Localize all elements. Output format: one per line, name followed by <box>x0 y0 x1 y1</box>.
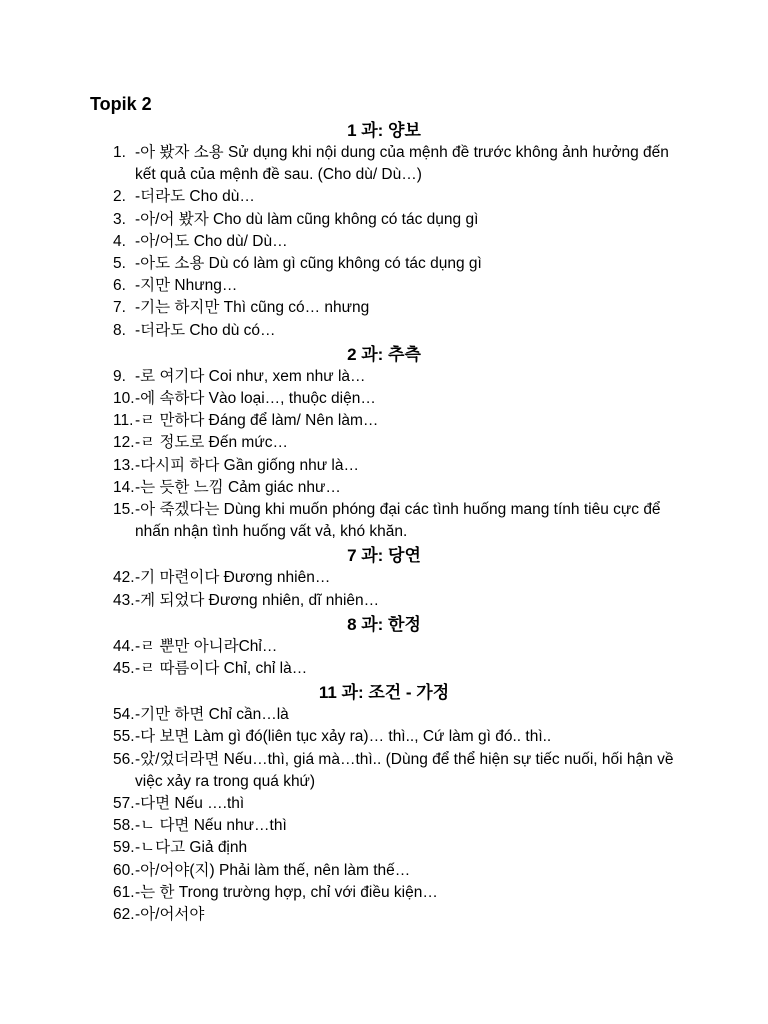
list-item-number: 14. <box>113 478 135 496</box>
list-item-text: -는 한 Trong trường hợp, chỉ với điều kiện… <box>135 883 438 901</box>
list-item-number: 8. <box>113 321 126 339</box>
list-item-text: -게 되었다 Đương nhiên, dĩ nhiên… <box>135 591 380 609</box>
list-item <box>0 142 768 186</box>
list-item-text: -아 봤자 소용 Sử dụng khi nội dung của mệnh đề trước không ảnh hưởng đến kết quả của mệnh đề sau. (Cho dù/ Dù…) <box>135 144 669 184</box>
list-item <box>0 726 768 748</box>
list-item <box>0 410 768 432</box>
list-item-text: -에 속하다 Vào loại…, thuộc diện… <box>135 390 376 408</box>
list-item <box>0 388 768 410</box>
list-item-number: 60. <box>113 861 135 879</box>
section-heading: 7 과: 당연 <box>347 546 421 566</box>
list-item <box>0 837 768 859</box>
list-item <box>0 499 768 543</box>
list-item <box>0 636 768 658</box>
list-item-number: 58. <box>113 817 135 835</box>
list-item-number: 3. <box>113 210 126 228</box>
list-item-number: 44. <box>113 637 135 655</box>
list-item-number: 11. <box>113 412 134 430</box>
list-item-text: -다시피 하다 Gần giống như là… <box>135 456 359 474</box>
list-item <box>0 590 768 612</box>
section-heading: 1 과: 양보 <box>347 121 421 140</box>
list-item-text: -기 마련이다 Đương nhiên… <box>135 569 331 587</box>
section-heading: 8 과: 한정 <box>347 614 421 634</box>
list-item-text: -아/어 봤자 Cho dù làm cũng không có tác dụng gì <box>135 210 479 228</box>
list-item-text: -다면 Nếu ….thì <box>135 795 245 813</box>
list-item-number: 13. <box>113 456 135 474</box>
list-item-text: -아도 소용 Dù có làm gì cũng không có tác dụng gì <box>135 255 482 273</box>
list-item-text: -더라도 Cho dù có… <box>135 321 276 339</box>
list-item-number: 55. <box>113 728 135 746</box>
list-item-text: -ㄹ 만하다 Đáng để làm/ Nên làm… <box>135 412 379 430</box>
list-item-number: 10. <box>113 390 135 408</box>
list-item-text: -기는 하지만 Thì cũng có… nhưng <box>135 299 370 317</box>
list-item-number: 45. <box>113 660 135 678</box>
list-item-text: -로 여기다 Coi như, xem như là… <box>135 367 366 385</box>
list-item-number: 56. <box>113 750 135 768</box>
list-item <box>0 882 768 904</box>
list-item-number: 12. <box>113 434 135 452</box>
list-item-number: 15. <box>113 501 135 519</box>
list-item-number: 59. <box>113 839 135 857</box>
list-item-number: 5. <box>113 255 126 273</box>
list-item-number: 54. <box>113 706 135 724</box>
list-item <box>0 658 768 680</box>
list-item-number: 57. <box>113 795 135 813</box>
list-item <box>0 455 768 477</box>
list-item <box>0 704 768 726</box>
list-item <box>0 477 768 499</box>
document-content <box>0 118 768 926</box>
list-item-text: -ㄴ 다면 Nếu như…thì <box>135 817 287 835</box>
list-item-number: 6. <box>113 277 126 295</box>
list-item-text: -았/었더라면 Nếu…thì, giá mà…thì.. (Dùng để thể hiện sự tiếc nuối, hối hận về việc xảy ra trong quá khứ) <box>135 750 674 790</box>
list-item-text: -지만 Nhưng… <box>135 277 238 295</box>
list-item-text: -ㄹ 정도로 Đến mức… <box>135 434 288 452</box>
list-item-text: -ㄹ 뿐만 아니라Chỉ… <box>135 637 278 655</box>
list-item <box>0 904 768 926</box>
document-title: Topik 2 <box>90 94 152 114</box>
list-item <box>0 793 768 815</box>
list-item-text: -더라도 Cho dù… <box>135 188 255 206</box>
list-item-text: -는 듯한 느낌 Cảm giác như… <box>135 478 341 496</box>
section-heading: 11 과: 조건 - 가정 <box>318 683 450 703</box>
list-item <box>0 253 768 275</box>
list-item <box>0 749 768 793</box>
list-item <box>0 275 768 297</box>
list-item <box>0 815 768 837</box>
list-item <box>0 860 768 882</box>
list-item <box>0 209 768 231</box>
list-item-text: -다 보면 Làm gì đó(liên tục xảy ra)… thì.., Cứ làm gì đó.. thì.. <box>135 728 552 746</box>
list-item <box>0 186 768 208</box>
list-item-text: -ㄴ다고 Giả định <box>135 839 248 857</box>
list-item-number: 43. <box>113 591 135 609</box>
list-item <box>0 297 768 319</box>
section-heading: 2 과: 추측 <box>347 344 421 364</box>
list-item-number: 42. <box>113 569 135 587</box>
list-item-text: -아/어도 Cho dù/ Dù… <box>135 232 288 250</box>
list-item-text: -아/어야(지) Phải làm thế, nên làm thế… <box>135 861 411 879</box>
list-item-number: 61. <box>113 883 135 901</box>
list-item-text: -아 죽겠다는 Dùng khi muốn phóng đại các tình huống mang tính tiêu cực để nhấn nhận tình huống vất vả, khó khăn. <box>135 501 661 541</box>
list-item-number: 9. <box>113 367 126 385</box>
list-item-text: -아/어서야 <box>135 906 205 924</box>
list-item-number: 4. <box>113 232 126 250</box>
list-item-number: 1. <box>113 144 126 161</box>
list-item-number: 2. <box>113 188 126 206</box>
list-item <box>0 366 768 388</box>
list-item <box>0 432 768 454</box>
list-item-number: 62. <box>113 906 135 924</box>
list-item-number: 7. <box>113 299 126 317</box>
list-item <box>0 320 768 342</box>
list-item <box>0 231 768 253</box>
list-item-text: -ㄹ 따름이다 Chỉ, chỉ là… <box>135 660 308 678</box>
list-item-text: -기만 하면 Chỉ cần…là <box>135 706 289 724</box>
list-item <box>0 567 768 589</box>
